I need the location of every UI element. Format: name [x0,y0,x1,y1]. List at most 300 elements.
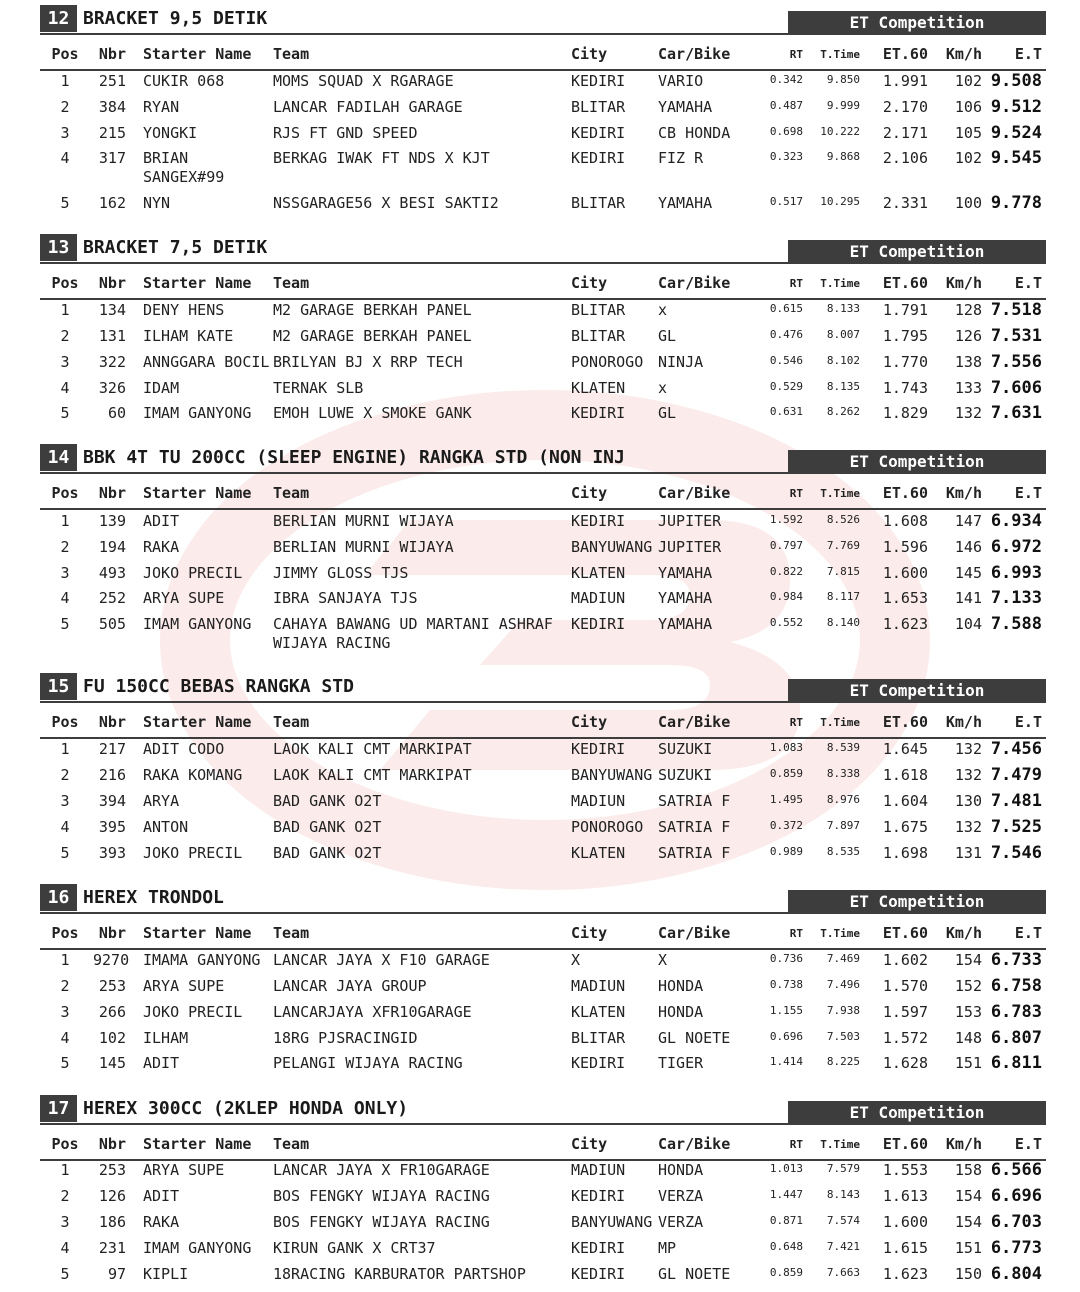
cell-et60: 1.675 [882,818,928,836]
cell-et: 7.556 [990,352,1042,372]
cell-pos: 1 [60,72,70,90]
section-header [40,882,1046,914]
cell-ttime: 10.222 [820,125,860,138]
cell-et60: 1.623 [882,1265,928,1283]
cell-car: VARIO [658,72,704,90]
cell-et: 6.696 [990,1186,1042,1206]
section-number-badge: 12 [40,5,77,32]
section-header [40,442,1046,474]
cell-kmh: 132 [954,740,982,758]
column-header-kmh: Km/h [945,274,982,292]
cell-ttime: 8.976 [826,793,860,806]
cell-et60: 2.170 [882,98,928,116]
cell-starter: RAKA [143,1213,180,1231]
cell-et: 6.783 [990,1002,1042,1022]
cell-et: 9.524 [990,123,1042,143]
cell-team: MOMS SQUAD X RGARAGE [273,72,454,90]
cell-rt: 0.822 [769,565,803,578]
column-header-ttime: T.Time [820,716,860,729]
cell-kmh: 154 [954,1213,982,1231]
cell-et: 7.518 [990,300,1042,320]
cell-starter: RAKA [143,538,180,556]
column-header-car: Car/Bike [658,713,731,731]
et-competition-label: ET Competition [788,1101,1046,1125]
cell-car: JUPITER [658,512,722,530]
cell-et: 7.133 [990,588,1042,608]
column-headers [40,35,1046,71]
cell-starter: JOKO PRECIL [143,564,243,582]
cell-city: X [571,951,581,969]
cell-team: LANCAR FADILAH GARAGE [273,98,463,116]
cell-et60: 1.608 [882,512,928,530]
cell-starter: NYN [143,194,171,212]
cell-starter: ILHAM KATE [143,327,234,345]
cell-car: HONDA [658,1161,704,1179]
cell-pos: 5 [60,1054,70,1072]
cell-pos: 5 [60,615,70,633]
column-header-ttime: T.Time [820,48,860,61]
cell-starter: CUKIR 068 [143,72,225,90]
cell-city: BLITAR [571,327,626,345]
column-header-ttime: T.Time [820,487,860,500]
cell-pos: 2 [60,1187,70,1205]
cell-nbr: 266 [98,1003,126,1021]
column-header-rt: RT [789,277,803,290]
cell-rt: 0.797 [769,539,803,552]
cell-rt: 0.648 [769,1240,803,1253]
cell-rt: 1.013 [769,1162,803,1175]
cell-ttime: 9.868 [826,150,860,163]
cell-starter: DENY HENS [143,301,225,319]
cell-car: YAMAHA [658,589,713,607]
cell-nbr: 393 [98,844,126,862]
cell-rt: 0.871 [769,1214,803,1227]
cell-kmh: 133 [954,379,982,397]
column-header-pos: Pos [51,274,79,292]
cell-nbr: 139 [98,512,126,530]
column-header-team: Team [273,45,310,63]
cell-et: 9.545 [990,148,1042,168]
cell-nbr: 384 [98,98,126,116]
cell-city: KEDIRI [571,1239,626,1257]
cell-starter: ARYA SUPE [143,589,225,607]
cell-car: YAMAHA [658,98,713,116]
cell-team: BAD GANK O2T [273,792,382,810]
column-header-kmh: Km/h [945,484,982,502]
cell-et60: 1.553 [882,1161,928,1179]
cell-rt: 0.736 [769,952,803,965]
cell-kmh: 132 [954,818,982,836]
cell-team: EMOH LUWE X SMOKE GANK [273,404,472,422]
cell-starter: IMAM GANYONG [143,404,252,422]
cell-kmh: 154 [954,951,982,969]
cell-city: MADIUN [571,1161,626,1179]
cell-et60: 1.615 [882,1239,928,1257]
cell-et: 7.525 [990,817,1042,837]
column-headers [40,703,1046,739]
cell-car: VERZA [658,1213,704,1231]
cell-kmh: 146 [954,538,982,556]
cell-rt: 0.476 [769,328,803,341]
cell-nbr: 217 [98,740,126,758]
column-header-et60: ET.60 [882,484,928,502]
cell-nbr: 322 [98,353,126,371]
cell-rt: 0.552 [769,616,803,629]
cell-nbr: 194 [98,538,126,556]
cell-starter: IDAM [143,379,180,397]
cell-kmh: 152 [954,977,982,995]
cell-kmh: 150 [954,1265,982,1283]
section-header [40,671,1046,703]
cell-car: X [658,951,668,969]
cell-et: 7.606 [990,378,1042,398]
cell-nbr: 394 [98,792,126,810]
cell-team: BERLIAN MURNI WIJAYA [273,512,454,530]
cell-ttime: 9.999 [826,99,860,112]
cell-city: KEDIRI [571,1054,626,1072]
cell-pos: 4 [60,1029,70,1047]
cell-nbr: 215 [98,124,126,142]
cell-city: BLITAR [571,98,626,116]
cell-rt: 0.487 [769,99,803,112]
cell-ttime: 8.135 [826,380,860,393]
cell-nbr: 97 [107,1265,126,1283]
cell-pos: 3 [60,1213,70,1231]
et-competition-label: ET Competition [788,240,1046,264]
cell-starter: ANNGGARA BOCIL [143,353,270,371]
cell-kmh: 153 [954,1003,982,1021]
cell-ttime: 7.469 [826,952,860,965]
column-header-city: City [571,924,608,942]
column-header-car: Car/Bike [658,1135,731,1153]
cell-pos: 4 [60,1239,70,1257]
column-header-car: Car/Bike [658,274,731,292]
column-header-kmh: Km/h [945,713,982,731]
cell-starter: ARYA SUPE [143,1161,225,1179]
cell-pos: 1 [60,740,70,758]
column-header-et: E.T [1014,713,1042,731]
column-header-starter: Starter Name [143,713,252,731]
cell-nbr: 102 [98,1029,126,1047]
cell-nbr: 493 [98,564,126,582]
cell-car: SUZUKI [658,766,713,784]
cell-et: 6.811 [990,1053,1042,1073]
cell-et60: 1.600 [882,1213,928,1231]
cell-city: BANYUWANG [571,1213,653,1231]
cell-kmh: 148 [954,1029,982,1047]
et-competition-label: ET Competition [788,890,1046,914]
cell-rt: 0.529 [769,380,803,393]
column-header-city: City [571,484,608,502]
column-header-car: Car/Bike [658,484,731,502]
section-title: FU 150CC BEBAS RANGKA STD [83,676,354,697]
section-number-badge: 14 [40,444,77,471]
cell-kmh: 130 [954,792,982,810]
cell-city: KEDIRI [571,740,626,758]
cell-et60: 1.628 [882,1054,928,1072]
cell-nbr: 395 [98,818,126,836]
cell-kmh: 138 [954,353,982,371]
cell-team: BOS FENGKY WIJAYA RACING [273,1213,490,1231]
cell-pos: 2 [60,977,70,995]
cell-pos: 5 [60,194,70,212]
cell-rt: 0.698 [769,125,803,138]
cell-ttime: 8.338 [826,767,860,780]
cell-kmh: 104 [954,615,982,633]
cell-et60: 1.991 [882,72,928,90]
cell-et: 7.546 [990,843,1042,863]
cell-car: YAMAHA [658,194,713,212]
cell-ttime: 8.133 [826,302,860,315]
cell-nbr: 60 [107,404,126,422]
cell-team: BERKAG IWAK FT NDS X KJT [273,149,490,167]
cell-nbr: 231 [98,1239,126,1257]
column-header-team: Team [273,484,310,502]
cell-team: 18RACING KARBURATOR PARTSHOP [273,1265,526,1283]
cell-city: KEDIRI [571,615,626,633]
cell-starter: ANTON [143,818,189,836]
cell-kmh: 147 [954,512,982,530]
cell-car: SATRIA F [658,818,731,836]
cell-ttime: 8.526 [826,513,860,526]
cell-starter: ARYA SUPE [143,977,225,995]
column-header-et60: ET.60 [882,1135,928,1153]
cell-team: M2 GARAGE BERKAH PANEL [273,327,472,345]
cell-car: FIZ R [658,149,704,167]
cell-city: KEDIRI [571,124,626,142]
cell-nbr: 251 [98,72,126,90]
cell-rt: 1.414 [769,1055,803,1068]
column-header-et60: ET.60 [882,924,928,942]
cell-city: KEDIRI [571,149,626,167]
cell-city: KLATEN [571,844,626,862]
cell-ttime: 8.102 [826,354,860,367]
section-title: BBK 4T TU 200CC (SLEEP ENGINE) RANGKA STD (NON INJ [83,447,625,468]
cell-ttime: 8.535 [826,845,860,858]
cell-et60: 2.171 [882,124,928,142]
column-header-team: Team [273,1135,310,1153]
cell-kmh: 128 [954,301,982,319]
cell-nbr: 145 [98,1054,126,1072]
cell-city: PONOROGO [571,818,644,836]
cell-kmh: 154 [954,1187,982,1205]
cell-car: x [658,379,668,397]
cell-et: 7.456 [990,739,1042,759]
cell-rt: 0.738 [769,978,803,991]
cell-rt: 0.696 [769,1030,803,1043]
cell-kmh: 102 [954,149,982,167]
cell-rt: 1.447 [769,1188,803,1201]
cell-kmh: 151 [954,1239,982,1257]
cell-et60: 1.602 [882,951,928,969]
column-header-pos: Pos [51,45,79,63]
cell-car: VERZA [658,1187,704,1205]
cell-et: 6.703 [990,1212,1042,1232]
cell-team: LANCAR JAYA X FR10GARAGE [273,1161,490,1179]
cell-ttime: 9.850 [826,73,860,86]
column-header-starter: Starter Name [143,274,252,292]
cell-starter: ADIT [143,1187,180,1205]
cell-car: JUPITER [658,538,722,556]
cell-starter: ILHAM [143,1029,189,1047]
column-header-pos: Pos [51,1135,79,1153]
cell-team: BOS FENGKY WIJAYA RACING [273,1187,490,1205]
cell-city: BLITAR [571,301,626,319]
column-header-starter: Starter Name [143,1135,252,1153]
cell-city: MADIUN [571,977,626,995]
cell-ttime: 7.897 [826,819,860,832]
column-header-et: E.T [1014,274,1042,292]
cell-rt: 0.984 [769,590,803,603]
cell-et60: 1.618 [882,766,928,784]
cell-starter: JOKO PRECIL [143,1003,243,1021]
cell-et60: 1.698 [882,844,928,862]
cell-kmh: 158 [954,1161,982,1179]
column-header-rt: RT [789,48,803,61]
et-competition-label: ET Competition [788,679,1046,703]
cell-car: GL NOETE [658,1265,731,1283]
cell-et: 7.631 [990,403,1042,423]
cell-starter: ADIT [143,1054,180,1072]
section-header [40,232,1046,264]
cell-team: JIMMY GLOSS TJS [273,564,409,582]
column-header-team: Team [273,924,310,942]
cell-starter: RYAN [143,98,180,116]
cell-ttime: 7.421 [826,1240,860,1253]
cell-city: KEDIRI [571,1187,626,1205]
et-competition-label: ET Competition [788,11,1046,35]
cell-et60: 1.570 [882,977,928,995]
cell-rt: 1.083 [769,741,803,754]
cell-rt: 1.155 [769,1004,803,1017]
cell-car: SATRIA F [658,792,731,810]
cell-team: IBRA SANJAYA TJS [273,589,418,607]
cell-rt: 0.989 [769,845,803,858]
cell-city: KEDIRI [571,72,626,90]
cell-city: MADIUN [571,589,626,607]
cell-ttime: 8.117 [826,590,860,603]
column-header-et60: ET.60 [882,45,928,63]
section-title: HEREX 300CC (2KLEP HONDA ONLY) [83,1098,409,1119]
cell-et: 6.972 [990,537,1042,557]
column-header-rt: RT [789,716,803,729]
cell-nbr: 326 [98,379,126,397]
section-title: BRACKET 7,5 DETIK [83,237,268,258]
column-headers [40,474,1046,510]
cell-kmh: 102 [954,72,982,90]
cell-car: NINJA [658,353,704,371]
cell-rt: 1.592 [769,513,803,526]
cell-city: KLATEN [571,1003,626,1021]
cell-et60: 1.829 [882,404,928,422]
cell-et: 6.993 [990,563,1042,583]
cell-car: HONDA [658,1003,704,1021]
cell-team: LAOK KALI CMT MARKIPAT [273,740,472,758]
cell-starter: ADIT [143,512,180,530]
cell-rt: 0.517 [769,195,803,208]
cell-team: KIRUN GANK X CRT37 [273,1239,436,1257]
cell-starter: KIPLI [143,1265,189,1283]
cell-nbr: 126 [98,1187,126,1205]
cell-kmh: 126 [954,327,982,345]
cell-pos: 3 [60,792,70,810]
cell-city: KEDIRI [571,404,626,422]
cell-et60: 1.770 [882,353,928,371]
cell-car: TIGER [658,1054,704,1072]
cell-et60: 2.106 [882,149,928,167]
cell-nbr: 134 [98,301,126,319]
cell-kmh: 132 [954,766,982,784]
column-header-nbr: Nbr [98,45,126,63]
cell-rt: 0.342 [769,73,803,86]
cell-car: SATRIA F [658,844,731,862]
cell-et60: 1.596 [882,538,928,556]
cell-team: LANCAR JAYA X F10 GARAGE [273,951,490,969]
section-number-badge: 13 [40,234,77,261]
cell-et: 6.804 [990,1264,1042,1284]
cell-pos: 1 [60,301,70,319]
column-header-et: E.T [1014,1135,1042,1153]
cell-team: LANCAR JAYA GROUP [273,977,427,995]
section-header [40,1093,1046,1125]
column-header-car: Car/Bike [658,924,731,942]
cell-kmh: 131 [954,844,982,862]
cell-ttime: 10.295 [820,195,860,208]
cell-starter: IMAMA GANYONG [143,951,261,969]
cell-pos: 5 [60,404,70,422]
cell-pos: 1 [60,512,70,530]
column-header-starter: Starter Name [143,924,252,942]
section-number-badge: 16 [40,884,77,911]
cell-pos: 4 [60,818,70,836]
cell-kmh: 145 [954,564,982,582]
column-headers [40,264,1046,300]
cell-et60: 1.795 [882,327,928,345]
cell-ttime: 8.143 [826,1188,860,1201]
cell-nbr: 9270 [93,951,130,969]
et-competition-label: ET Competition [788,450,1046,474]
cell-et60: 1.572 [882,1029,928,1047]
column-header-rt: RT [789,927,803,940]
cell-city: BANYUWANG [571,766,653,784]
column-header-nbr: Nbr [98,713,126,731]
cell-pos: 4 [60,589,70,607]
column-headers [40,914,1046,950]
cell-team: BAD GANK O2T [273,844,382,862]
cell-ttime: 8.539 [826,741,860,754]
cell-pos: 1 [60,1161,70,1179]
column-header-rt: RT [789,487,803,500]
cell-nbr: 317 [98,149,126,167]
cell-et: 7.531 [990,326,1042,346]
cell-starter: IMAM GANYONG [143,1239,252,1257]
cell-pos: 5 [60,1265,70,1283]
cell-team: BRILYAN BJ X RRP TECH [273,353,463,371]
cell-starter: ARYA [143,792,180,810]
cell-city: PONOROGO [571,353,644,371]
cell-et: 7.481 [990,791,1042,811]
cell-et: 9.508 [990,71,1042,91]
cell-kmh: 100 [954,194,982,212]
section-header [40,3,1046,35]
column-header-team: Team [273,274,310,292]
column-headers [40,1125,1046,1161]
cell-team: TERNAK SLB [273,379,364,397]
column-header-pos: Pos [51,924,79,942]
cell-kmh: 132 [954,404,982,422]
column-header-city: City [571,45,608,63]
cell-et: 6.566 [990,1160,1042,1180]
